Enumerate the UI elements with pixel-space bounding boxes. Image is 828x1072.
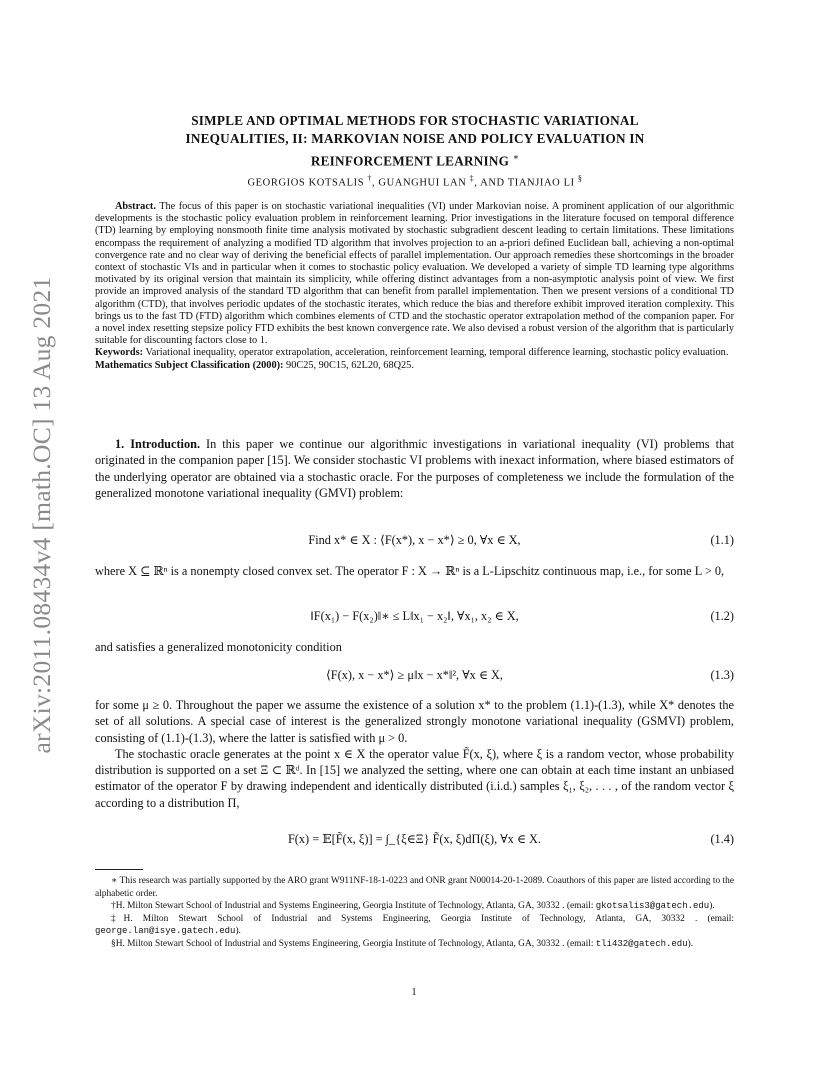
author-mark: ‡	[469, 174, 475, 183]
abstract-block	[95, 201, 734, 372]
page-number: 1	[411, 987, 417, 998]
footnote-affiliation-2: ‡H. Milton Stewart School of Industrial and Systems Engineering, Georgia Institute of Technology, Atlanta, GA, 30332 . (email: george.lan@isye.gatech.edu).	[95, 913, 735, 936]
footnote-affiliation-1: †H. Milton Stewart School of Industrial and Systems Engineering, Georgia Institute of Technology, Atlanta, GA, 30332 . (email: gkotsalis3@gatech.edu).	[111, 901, 715, 911]
equation-1-1	[95, 533, 734, 549]
abstract-label: Abstract.	[115, 201, 156, 212]
msc-label: Mathematics Subject Classification (2000):	[95, 359, 284, 371]
equation-number: (1.1)	[710, 533, 734, 547]
footnotes	[95, 875, 734, 950]
footnote-affiliation-3: §H. Milton Stewart School of Industrial and Systems Engineering, Georgia Institute of Technology, Atlanta, GA, 30332 . (email: tli432@gatech.edu).	[111, 938, 694, 949]
paragraph-text: where X ⊆ ℝⁿ is a nonempty closed convex set. The operator F : X → ℝⁿ is a L-Lipschitz continuous map, i.e., for some L > 0,	[95, 564, 725, 578]
equation-1-3	[95, 668, 734, 684]
equation-1-4	[95, 832, 734, 848]
paragraph-text: and satisfies a generalized monotonicity condition	[95, 640, 342, 654]
author-name: GEORGIOS KOTSALIS	[247, 177, 365, 189]
intro-paragraph	[95, 436, 734, 501]
paragraph-text: The stochastic oracle generates at the point x ∈ X the operator value F̃(x, ξ), where ξ is a random vector, whose probability distribution is supported on a set Ξ ⊂ ℝᵈ. In [15] we analyzed the setting, where one can obtain at each time instant an unbiased estimator of the operator F by drawing independent and identically distributed (i.i.d.) samples ξ₁, ξ₂, . . . , of the random vector ξ according to a distribution Π,	[95, 746, 734, 810]
body-paragraph	[95, 563, 734, 579]
body-paragraph	[95, 697, 734, 811]
footnote-funding: ∗ This research was partially supported by the ARO grant W911NF-18-1-0223 and ONR grant N00014-20-1-2089. Coauthors of this paper are listed according to the alphabetic order.	[95, 876, 734, 899]
introduction-section	[95, 436, 734, 501]
email-link[interactable]: gkotsalis3@gatech.edu	[595, 901, 710, 911]
title-footnote-mark: ∗	[512, 152, 520, 162]
abstract-paragraph	[95, 201, 734, 347]
footnote-divider	[95, 869, 143, 870]
author-name: , AND TIANJIAO LI	[474, 177, 575, 189]
arxiv-identifier	[12, 260, 72, 770]
msc-text: 90C25, 90C15, 62L20, 68Q25.	[286, 359, 414, 371]
author-list	[95, 174, 735, 189]
author-name: , GUANGHUI LAN	[371, 177, 467, 189]
title-line-2: INEQUALITIES, II: MARKOVIAN NOISE AND POLICY EVALUATION IN	[185, 131, 645, 146]
email-link[interactable]: george.lan@isye.gatech.edu	[95, 926, 236, 936]
equation-expression: ⟨F(x), x − x*⟩ ≥ μ‖x − x*‖², ∀x ∈ X,	[326, 668, 503, 682]
equation-expression: Find x* ∈ X : ⟨F(x*), x − x*⟩ ≥ 0, ∀x ∈ X,	[308, 533, 521, 547]
author-mark: §	[577, 174, 583, 183]
arxiv-id-text: arXiv:2011.08434v4 [math.OC] 13 Aug 2021	[27, 276, 56, 754]
equation-number: (1.4)	[710, 832, 734, 846]
equation-number: (1.3)	[710, 668, 734, 682]
paragraph-text: for some μ ≥ 0. Throughout the paper we assume the existence of a solution x* to the problem (1.1)-(1.3), while X* denotes the set of all solutions. A special case of interest is the generalized strongly monotone variational inequality (GSMVI) problem, consisting of (1.1)-(1.3), where the latter is satisfied with μ > 0.	[95, 698, 734, 745]
section-heading: 1. Introduction.	[115, 437, 201, 451]
msc-line	[95, 360, 734, 372]
author-mark: †	[367, 174, 372, 183]
title-line-3: REINFORCEMENT LEARNING ∗	[310, 152, 520, 169]
equation-number: (1.2)	[710, 609, 734, 623]
keywords-label: Keywords:	[95, 347, 144, 359]
abstract-text: The focus of this paper is on stochastic variational inequalities (VI) under Markovian noise. A prominent application of our algorithmic developments is the stochastic policy evaluation problem in reinforcement learning. Prior investigations in the literature focused on temporal difference (TD) learning by employing nonsmooth finite time analysis motivated by stochastic subgradient descent leading to certain limitations. These limitations encompass the requirement of analyzing a modified TD algorithm that involves projection to an a-priori defined Euclidean ball, achieving a non-optimal convergence rate and no clear way of deriving the beneficial effects of parallel implementation. Our approach remedies these shortcomings in the broader context of stochastic VIs and in particular when it comes to stochastic policy evaluation. We developed a variety of simple TD learning type algorithms motivated by its original version that maintain its simplicity, while offering distinct advantages from a non-asymptotic analysis point of view. We first provide an improved analysis of the standard TD algorithm that can benefit from parallel implementation. Then we present versions of a conditional TD algorithm (CTD), that involves periodic updates of the stochastic iterates, which reduce the bias and therefore exhibit improved iteration complexity. This brings us to the fast TD (FTD) algorithm which combines elements of CTD and the stochastic operator extrapolation method of the companion paper. For a novel index resetting stepsize policy FTD exhibits the best known convergence rate. We also devised a robust version of the algorithm that is particularly suitable for discounting factors close to 1.	[95, 201, 734, 347]
body-paragraph	[95, 639, 734, 655]
title-line-1: SIMPLE AND OPTIMAL METHODS FOR STOCHASTIC VARIATIONAL	[191, 113, 639, 128]
equation-1-2	[95, 609, 734, 625]
paper-title	[95, 112, 735, 170]
intro-text: In this paper we continue our algorithmic investigations in variational inequality (VI) problems that originated in the companion paper [15]. We consider stochastic VI problems with inexact information, where biased estimators of the underlying operator are obtained via a stochastic oracle. For the purposes of completeness we include the formulation of the generalized monotone variational inequality (GMVI) problem:	[95, 437, 735, 500]
keywords-text: Variational inequality, operator extrapolation, acceleration, reinforcement learning, temporal difference learning, stochastic policy evaluation.	[145, 347, 729, 359]
equation-expression: F(x) = 𝔼[F̃(x, ξ)] = ∫_{ξ∈Ξ} F̃(x, ξ)dΠ(ξ), ∀x ∈ X.	[287, 832, 542, 846]
email-link[interactable]: tli432@gatech.edu	[595, 938, 688, 949]
equation-expression: ‖F(x₁) − F(x₂)‖∗ ≤ L‖x₁ − x₂‖, ∀x₁, x₂ ∈ X,	[310, 609, 519, 623]
keywords-line	[95, 347, 734, 359]
